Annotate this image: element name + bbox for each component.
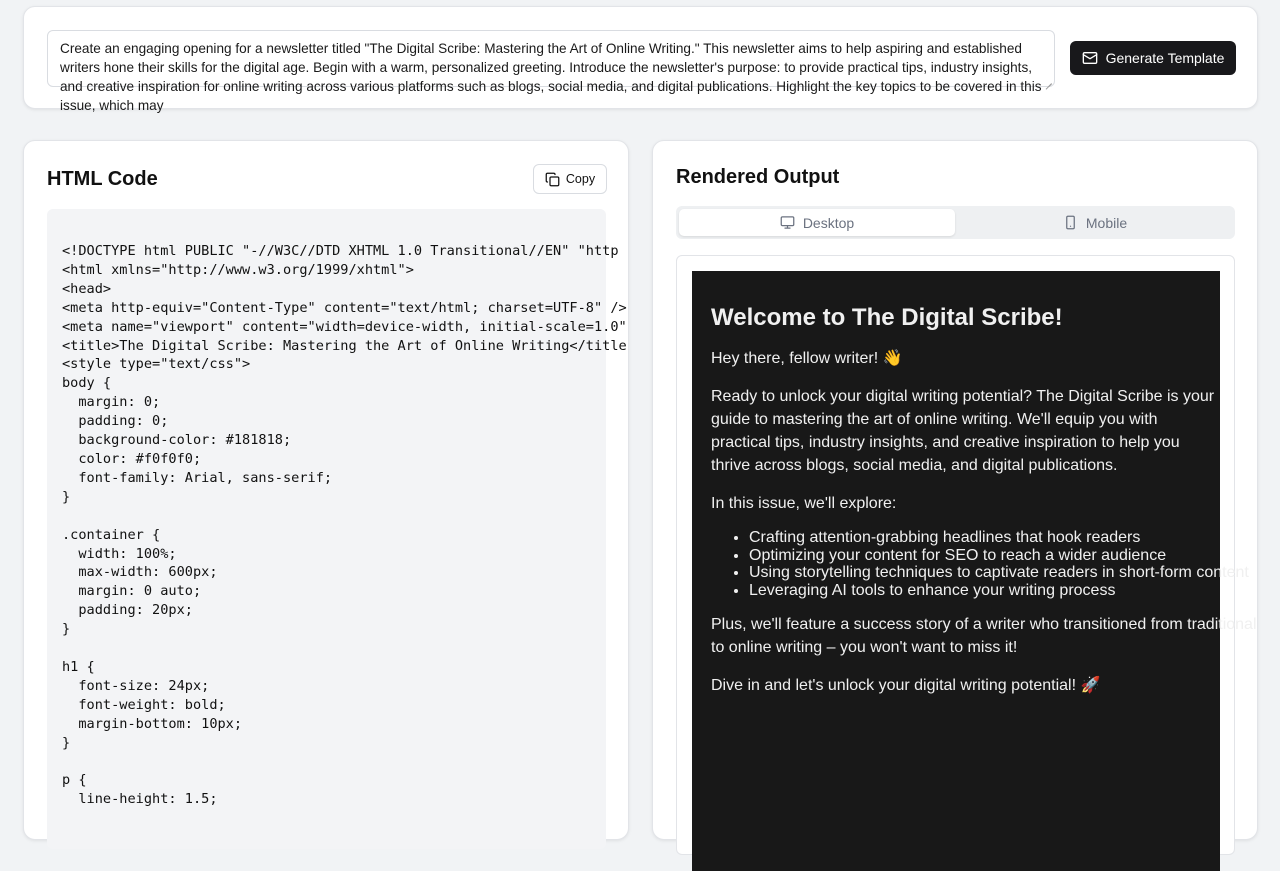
resize-handle-icon[interactable] xyxy=(1044,76,1052,84)
smartphone-icon xyxy=(1063,215,1078,230)
email-closing: Dive in and let's unlock your digital writing potential! 🚀 xyxy=(711,677,1101,695)
email-topic-list xyxy=(711,529,1271,599)
rendered-output-panel xyxy=(652,140,1258,840)
email-container xyxy=(711,303,1271,712)
copy-label: Copy xyxy=(565,172,596,186)
preview-frame[interactable] xyxy=(676,255,1257,855)
html-code-title: HTML Code xyxy=(47,168,158,190)
email-greeting: Hey there, fellow writer! 👋 xyxy=(711,350,903,367)
email-intro: Ready to unlock your digital writing potential? The Digital Scribe is your guide to mastering the art of online writing. We'll equip you with practical tips, industry insights, and creative inspiration to help you thrive across blogs, social media, and digital publications. xyxy=(711,388,1215,474)
email-heading: Welcome to The Digital Scribe! xyxy=(711,304,1063,331)
generate-template-label: Generate Template xyxy=(1105,50,1225,66)
generate-template-button[interactable] xyxy=(1070,41,1236,75)
email-explore-lead: In this issue, we'll explore: xyxy=(711,495,897,512)
email-feature: Plus, we'll feature a success story of a writer who transitioned from traditional to online writing – you won't want to miss it! xyxy=(711,616,1257,657)
copy-button[interactable] xyxy=(533,164,607,194)
copy-icon xyxy=(545,172,560,187)
list-item: • Leveraging AI tools to enhance your writing process xyxy=(749,582,1271,600)
tab-mobile-label: Mobile xyxy=(1085,214,1128,231)
prompt-card xyxy=(23,6,1258,113)
tab-desktop[interactable] xyxy=(679,209,955,236)
monitor-icon xyxy=(780,215,795,230)
list-item: • Optimizing your content for SEO to reach a wider audience xyxy=(749,547,1271,565)
list-item: • Using storytelling techniques to captivate readers in short-form content xyxy=(749,564,1271,582)
view-mode-toggle xyxy=(676,206,1235,239)
mail-icon xyxy=(1082,50,1098,66)
prompt-textarea[interactable] xyxy=(47,30,1055,113)
tab-desktop-label: Desktop xyxy=(802,214,855,231)
code-block[interactable] xyxy=(47,209,627,849)
rendered-output-title: Rendered Output xyxy=(676,166,840,188)
code-text: <!DOCTYPE html PUBLIC "-//W3C//DTD XHTML 1.0 Transitional//EN" "http <html xmlns="http://www.w3.org/1999/xhtml"> <head> <meta http-equiv="Content-Type" content="text/html; charset=UTF-8" /> <meta name="viewport" content="width=device-width, initial-scale=1.0" <title>The Digital Scribe: Mastering the Art of Online Writing</title <style type="text/css"> body { margin: 0; padding: 0; background-color: #181818; color: #f0f0f0; font-family: Arial, sans-serif; } .container { width: 100%; max-width: 600px; margin: 0 auto; padding: 20px; } h1 { font-size: 24px; font-weight: bold; margin-bottom: 10px; } p { line-height: 1.5; xyxy=(62,243,627,808)
email-preview xyxy=(692,271,1257,871)
list-item: • Crafting attention-grabbing headlines that hook readers xyxy=(749,529,1271,547)
html-code-panel xyxy=(23,140,629,840)
tab-mobile[interactable] xyxy=(957,209,1233,236)
prompt-text: Create an engaging opening for a newsletter titled "The Digital Scribe: Mastering the Art of Online Writing." This newsletter aims to help aspiring and established writers hone their skills for the digital age. Begin with a warm, personalized greeting. Introduce the newsletter's purpose: to provide practical tips, industry insights, and creative inspiration for online writing across various platforms such as blogs, social media, and digital publications. Highlight the key topics to be covered in this issue, which may xyxy=(60,41,1042,113)
